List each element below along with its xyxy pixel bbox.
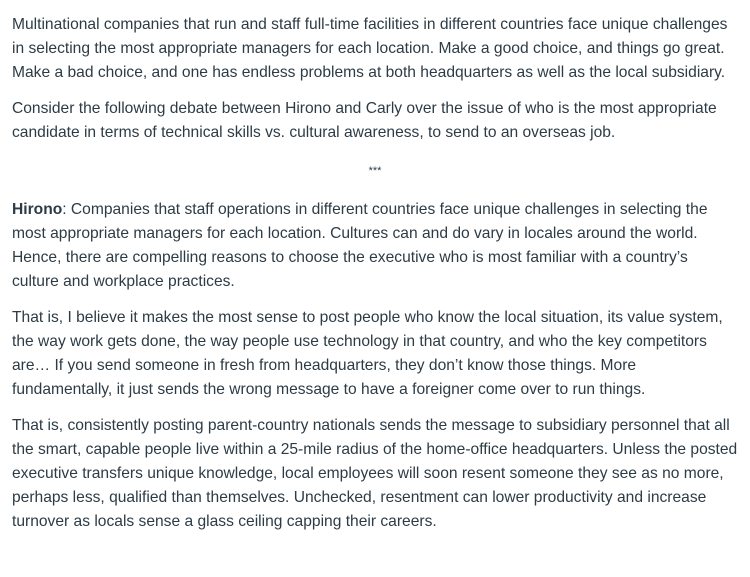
speaker-name: Hirono bbox=[12, 201, 63, 218]
intro-paragraph: Multinational companies that run and staff full-time facilities in different countries face unique challenges in selecting the most appropriate managers for each location. Make a good choice, and things go great. Make a bad choice, and one has endless problems at both headquarters as well as the local subsidiary. bbox=[12, 16, 728, 81]
hirono-paragraph-1 bbox=[12, 198, 738, 294]
hirono-paragraph-2: That is, I believe it makes the most sense to post people who know the local situation, its value system, the way work gets done, the way people use technology in that country, and who the key competitors are… If you send someone in fresh from headquarters, they don’t know those things. More fundamentally, it just sends the wrong message to have a foreigner come over to run things. bbox=[12, 309, 723, 398]
hirono-paragraph-3: That is, consistently posting parent-country nationals sends the message to subsidiary personnel that all the smart, capable people live within a 25-mile radius of the home-office headquarters. Unless the posted executive transfers unique knowledge, local employees will soon resent someone they see as no more, perhaps less, qualified than themselves. Unchecked, resentment can lower productivity and increase turnover as locals sense a glass ceiling capping their careers. bbox=[12, 417, 738, 530]
section-divider: *** bbox=[368, 165, 382, 177]
hirono-statement: : Companies that staff operations in different countries face unique challenges in selecting the most appropriate managers for each location. Cultures can and do vary in locales around the world. Hence, there are compelling reasons to choose the executive who is most familiar with a country’s culture and workplace practices. bbox=[12, 201, 708, 290]
debate-intro-paragraph: Consider the following debate between Hirono and Carly over the issue of who is the most appropriate candidate in terms of technical skills vs. cultural awareness, to send to an overseas job. bbox=[12, 100, 717, 141]
